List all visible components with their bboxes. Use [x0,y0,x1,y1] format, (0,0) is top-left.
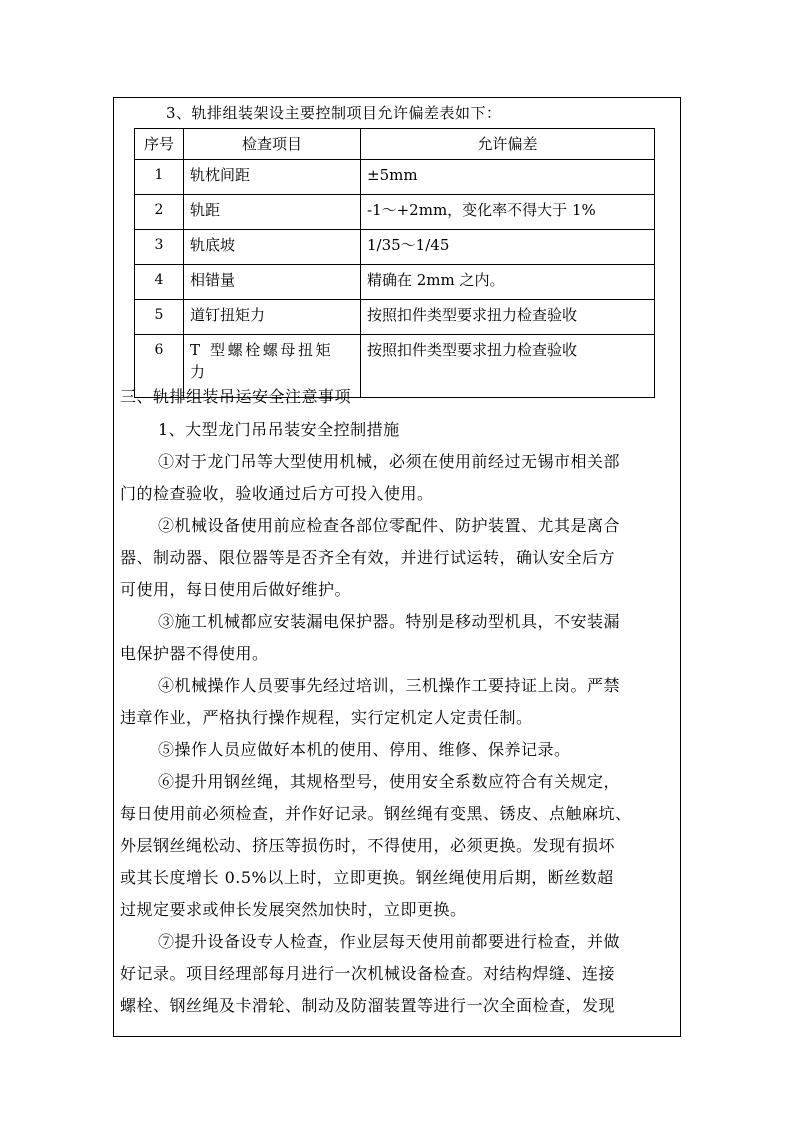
sub-heading: 1、大型龙门吊吊装安全控制措施 [158,420,400,439]
row-tolerance: 按照扣件类型要求扭力检查验收 [361,335,655,398]
row-item: 相错量 [184,265,361,300]
row-no: 6 [135,335,184,398]
header-item: 检查项目 [184,129,361,160]
paragraph-line: ⑤操作人员应做好本机的使用、停用、维修、保养记录。 [158,740,571,759]
paragraph-line: 每日使用前必须检查，并作好记录。钢丝绳有变黑、锈皮、点触麻坑、 [120,804,632,823]
section-heading: 三、轨排组装吊运安全注意事项 [120,387,352,406]
row-item: 轨枕间距 [184,160,361,195]
paragraph-line: 可使用，每日使用后做好维护。 [120,580,352,599]
paragraph-line: 器、制动器、限位器等是否齐全有效，并进行试运转，确认安全后方 [120,548,616,567]
table-row [135,300,655,335]
row-tolerance: ±5mm [361,160,655,195]
table-row [135,230,655,265]
paragraph-line: ③施工机械都应安装漏电保护器。特别是移动型机具，不安装漏 [158,612,621,631]
row-no: 4 [135,265,184,300]
row-tolerance: 按照扣件类型要求扭力检查验收 [361,300,655,335]
row-item: 轨距 [184,195,361,230]
table-heading: 3、轨排组装架设主要控制项目允许偏差表如下： [166,104,502,122]
header-tolerance: 允许偏差 [361,129,655,160]
paragraph-line: 或其长度增长 0.5%以上时，立即更换。钢丝绳使用后期，断丝数超 [120,868,614,887]
row-no: 2 [135,195,184,230]
table-row [135,160,655,195]
paragraph-line: ①对于龙门吊等大型使用机械，必须在使用前经过无锡市相关部 [158,452,621,471]
paragraph-line: 违章作业，严格执行操作规程，实行定机定人定责任制。 [120,708,533,727]
table-header-row [135,129,655,160]
header-no: 序号 [135,129,184,160]
paragraph-line: ⑥提升用钢丝绳，其规格型号，使用安全系数应符合有关规定， [158,772,621,791]
row-tolerance: 精确在 2mm 之内。 [361,265,655,300]
paragraph-line: ④机械操作人员要事先经过培训，三机操作工要持证上岗。严禁 [158,676,621,695]
paragraph-line: 门的检查验收，验收通过后方可投入使用。 [120,484,434,503]
row-item: 道钉扭矩力 [184,300,361,335]
paragraph-line: 电保护器不得使用。 [120,644,269,663]
paragraph-line: 螺栓、钢丝绳及卡滑轮、制动及防溜装置等进行一次全面检查，发现 [120,996,616,1015]
row-item-line-1: T 型螺栓螺母扭矩 [190,341,334,359]
row-tolerance: 1/35～1/45 [361,230,655,265]
tolerance-table [134,128,655,398]
row-item-line-2: 力 [190,363,206,381]
paragraph-line: 外层钢丝绳松动、挤压等损伤时，不得使用，必须更换。发现有损坏 [120,836,616,855]
row-item: 轨底坡 [184,230,361,265]
paragraph-line: ②机械设备使用前应检查各部位零配件、防护装置、尤其是离合 [158,516,621,535]
row-tolerance: -1～+2mm，变化率不得大于 1% [361,195,655,230]
row-no: 3 [135,230,184,265]
paragraph-line: ⑦提升设备设专人检查，作业层每天使用前都要进行检查，并做 [158,932,621,951]
table-row [135,265,655,300]
row-no: 1 [135,160,184,195]
table-row [135,195,655,230]
row-no: 5 [135,300,184,335]
paragraph-line: 好记录。项目经理部每月进行一次机械设备检查。对结构焊缝、连接 [120,964,616,983]
paragraph-line: 过规定要求或伸长发展突然加快时，立即更换。 [120,900,467,919]
